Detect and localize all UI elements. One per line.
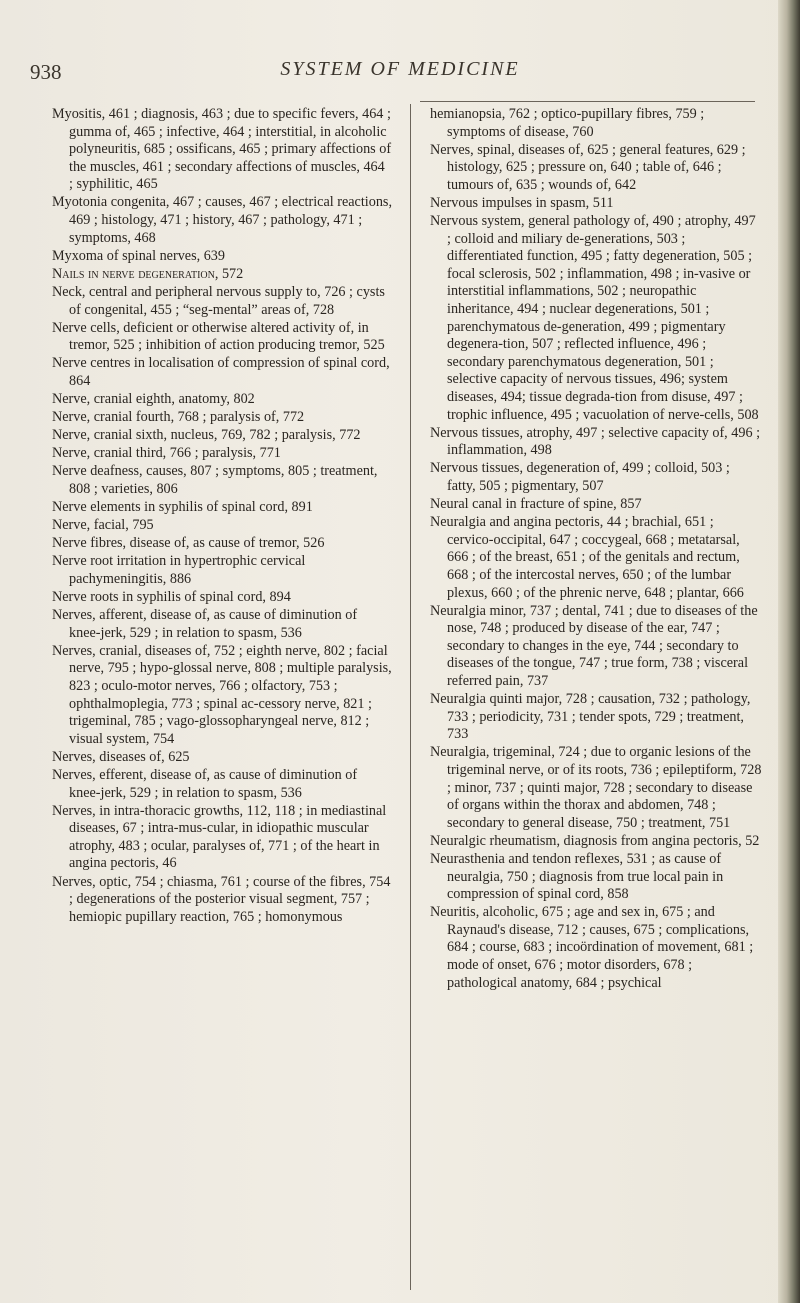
index-entry: Nerves, afferent, disease of, as cause of diminution of knee-jerk, 529 ; in relation to spasm, 536	[52, 607, 358, 641]
index-entry: Nervous system, general pathology of, 490 ; atrophy, 497 ; colloid and miliary de-generations, 503 ; differentiated function, 495 ; fatty degeneration, 505 ; focal sclerosis, 502 ; inflammation, 498 ; in-vasive or interstitial inflammations, 502 ; neuropathic inheritance, 494 ; nuclear degenerations, 501 ; parenchymatous de-generation, 499 ; pigmentary degenera-tion, 507 ; reflected influence, 496 ; secondary parenchymatous degeneration, 501 ; selective capacity of nervous tissues, 496; system diseases, 494; tissue degrada-tion from disuse, 497 ; trophic influence, 495 ; vacuolation of nerve-cells, 508	[430, 213, 759, 423]
index-entry: Nerves, efferent, disease of, as cause of diminution of knee-jerk, 529 ; in relation to spasm, 536	[52, 766, 358, 801]
index-entry: Neuralgia and angina pectoris, 44 ; brachial, 651 ; cervico-occipital, 647 ; coccygeal, 668 ; metatarsal, 666 ; of the breast, 651 ; of the genitals and rectum, 668 ; of the intercostal nerves, 650 ; of the lumbar plexus, 660 ; of the phrenic nerve, 648 ; plantar, 666	[430, 514, 744, 601]
page-edge-shadow	[778, 0, 800, 1303]
index-entry: Myxoma of spinal nerves, 639	[52, 247, 225, 264]
index-entry: Neuritis, alcoholic, 675 ; age and sex in, 675 ; and Raynaud's disease, 712 ; causes, 675 ; complications, 684 ; course, 683 ; incoördination of movement, 681 ; mode of onset, 676 ; motor disorders, 678 ; pathological anatomy, 684 ; psychical	[430, 904, 754, 991]
index-entry: Nerve, cranial eighth, anatomy, 802	[52, 391, 255, 407]
index-entry-continued: hemianopsia, 762 ; optico-pupillary fibres, 759 ; symptoms of disease, 760	[430, 106, 705, 140]
header-rule	[420, 101, 755, 102]
index-column-right	[430, 106, 762, 993]
index-entry: Nerve, cranial fourth, 768 ; paralysis of, 772	[52, 409, 305, 426]
index-entry: Nerve cells, deficient or otherwise altered activity of, in tremor, 525 ; inhibition of action producing tremor, 525	[52, 319, 385, 354]
column-divider	[410, 104, 411, 1290]
index-entry: Nerve, facial, 795	[52, 517, 154, 534]
index-column-left	[52, 106, 392, 927]
index-entry: Nails in nerve degeneration, 572	[52, 265, 244, 282]
index-entry: Neural canal in fracture of spine, 857	[430, 496, 642, 513]
index-entry: Myotonia congenita, 467 ; causes, 467 ; electrical reactions, 469 ; histology, 471 ; history, 467 ; pathology, 471 ; symptoms, 468	[52, 194, 392, 246]
running-head: SYSTEM OF MEDICINE	[280, 58, 520, 80]
index-entry: Nerve deafness, causes, 807 ; symptoms, 805 ; treatment, 808 ; varieties, 806	[52, 463, 378, 497]
index-entry: Nerves, cranial, diseases of, 752 ; eighth nerve, 802 ; facial nerve, 795 ; hypo-glossal nerve, 808 ; multiple paralysis, 823 ; oculo-motor nerves, 766 ; olfactory, 753 ; ophthalmoplegia, 773 ; spinal ac-cessory nerve, 821 ; trigeminal, 785 ; vago-glossopharyngeal nerve, 812 ; visual system, 754	[52, 642, 392, 747]
page-number: 938	[30, 60, 62, 84]
index-entry: Neuralgic rheumatism, diagnosis from angina pectoris, 52	[430, 832, 760, 849]
index-entry: Nerves, diseases of, 625	[52, 748, 190, 765]
index-entry: Nerve centres in localisation of compression of spinal cord, 864	[52, 355, 390, 389]
index-entry: Nervous impulses in spasm, 511	[430, 194, 614, 211]
index-entry: Nerve, cranial sixth, nucleus, 769, 782 ; paralysis, 772	[52, 427, 361, 444]
index-entry: Myositis, 461 ; diagnosis, 463 ; due to specific fevers, 464 ; gumma of, 465 ; infective, 464 ; interstitial, in alcoholic polyneuritis, 685 ; ossificans, 465 ; primary affections of the muscles, 461 ; secondary affections of muscles, 464 ; syphilitic, 465	[52, 106, 392, 193]
index-entry: Neuralgia minor, 737 ; dental, 741 ; due to diseases of the nose, 748 ; produced by disease of the ear, 747 ; secondary to changes in the eye, 744 ; secondary to diseases of the tongue, 747 ; true form, 738 ; visceral referred pain, 737	[430, 602, 758, 689]
index-entry: Nervous tissues, atrophy, 497 ; selective capacity of, 496 ; inflammation, 498	[430, 424, 761, 459]
index-entry: Nervous tissues, degeneration of, 499 ; colloid, 503 ; fatty, 505 ; pigmentary, 507	[430, 460, 730, 494]
index-entry: Nerve elements in syphilis of spinal cord, 891	[52, 499, 313, 516]
index-entry: Nerve root irritation in hypertrophic cervical pachymeningitis, 886	[52, 553, 306, 587]
index-entry: Neuralgia, trigeminal, 724 ; due to organic lesions of the trigeminal nerve, or of its roots, 736 ; epileptiform, 728 ; minor, 737 ; quinti major, 728 ; secondary to disease of organs within the thorax and abdomen, 748 ; secondary to general disease, 750 ; treatment, 751	[430, 744, 762, 831]
index-entry: Nerves, spinal, diseases of, 625 ; general features, 629 ; histology, 625 ; pressure on, 640 ; table of, 646 ; tumours of, 635 ; wounds of, 642	[430, 141, 746, 193]
index-entry: Nerve fibres, disease of, as cause of tremor, 526	[52, 535, 325, 552]
index-entry: Nerves, optic, 754 ; chiasma, 761 ; course of the fibres, 754 ; degenerations of the posterior visual segment, 757 ; hemiopic pupillary reaction, 765 ; homonymous	[52, 873, 391, 925]
index-entry: Neuralgia quinti major, 728 ; causation, 732 ; pathology, 733 ; periodicity, 731 ; tender spots, 729 ; treatment, 733	[430, 691, 751, 743]
index-entry: Neurasthenia and tendon reflexes, 531 ; as cause of neuralgia, 750 ; diagnosis from true local pain in compression of spinal cord, 858	[430, 850, 724, 903]
index-entry: Nerve roots in syphilis of spinal cord, 894	[52, 589, 291, 606]
index-entry: Nerve, cranial third, 766 ; paralysis, 771	[52, 445, 281, 462]
index-entry: Neck, central and peripheral nervous supply to, 726 ; cysts of congenital, 455 ; “seg-mental” areas of, 728	[52, 283, 385, 318]
index-entry: Nerves, in intra-thoracic growths, 112, 118 ; in mediastinal diseases, 67 ; intra-mus-cular, in idiopathic muscular atrophy, 483 ; ocular, paralyses of, 771 ; of the heart in angina pectoris, 46	[52, 802, 387, 872]
